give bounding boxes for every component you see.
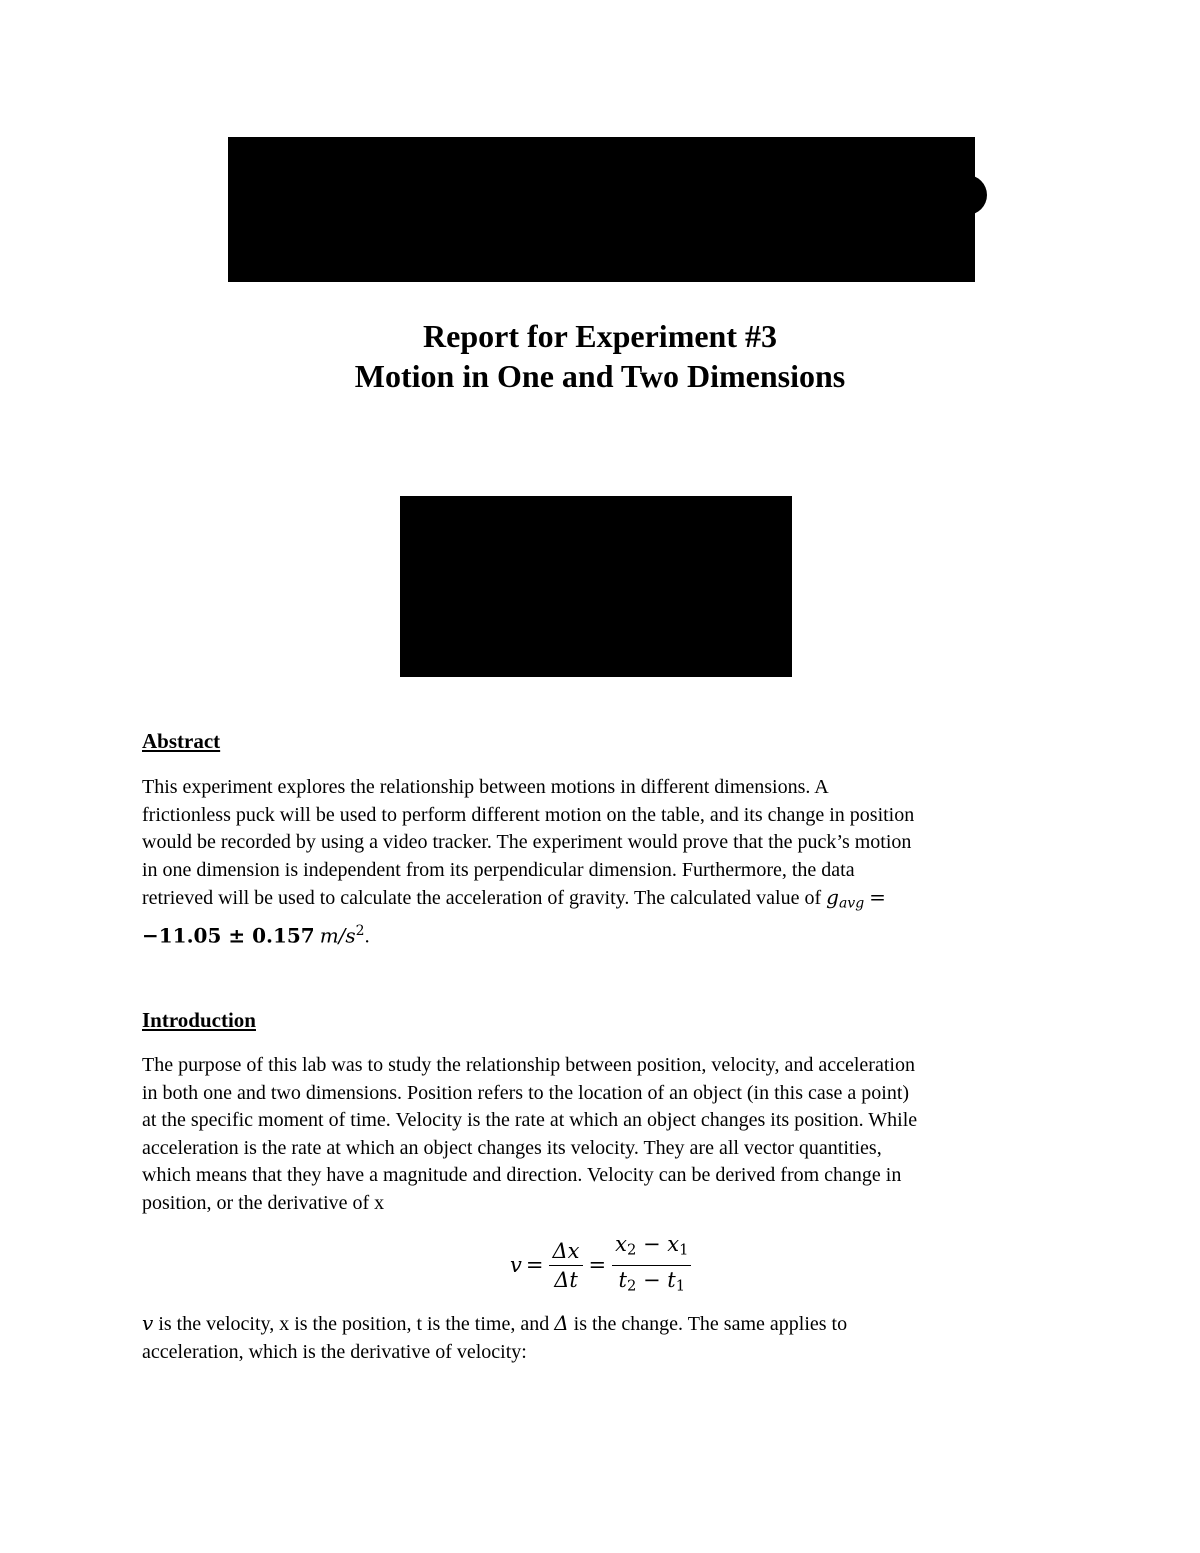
g-symbol: g <box>826 885 839 910</box>
eq-equals-1: = <box>525 1253 544 1277</box>
abstract-line: would be recorded by using a video tracker. The experiment would prove that the puck’s motion <box>142 831 912 854</box>
unit-exponent: 2 <box>355 923 365 940</box>
fraction-difference-numerator <box>612 1230 691 1266</box>
post-equation-paragraph <box>142 1310 1072 1366</box>
redacted-header-block <box>228 137 975 282</box>
gravity-value: −11.05 ± 0.157 <box>142 924 315 949</box>
document-title <box>0 316 1200 396</box>
eq-lhs: v <box>510 1253 522 1277</box>
title-line-1: Report for Experiment #3 <box>423 318 777 354</box>
delta-symbol: Δ <box>554 1311 569 1335</box>
intro-line: acceleration is the rate at which an object changes its velocity. They are all vector quantities, <box>142 1136 882 1159</box>
abstract-line: in one dimension is independent from its perpendicular dimension. Furthermore, the data <box>142 858 855 881</box>
g-subscript: avg <box>838 895 865 912</box>
velocity-equation <box>510 1233 693 1297</box>
introduction-heading: Introduction <box>142 1008 256 1032</box>
equals-sign: = <box>869 885 886 910</box>
minus-sign: − <box>636 1231 668 1256</box>
abstract-line: This experiment explores the relationship between motions in different dimensions. A <box>142 776 829 798</box>
x1-symbol: x <box>667 1231 680 1256</box>
fraction-delta <box>549 1237 582 1294</box>
fraction-delta-numerator: Δx <box>549 1237 582 1266</box>
post-eq-line <box>142 1310 1072 1339</box>
title-line-2: Motion in One and Two Dimensions <box>354 358 846 394</box>
t2-symbol: t <box>618 1267 627 1292</box>
fraction-delta-denominator: Δt <box>554 1267 578 1292</box>
t1-subscript: 1 <box>675 1277 686 1295</box>
abstract-line <box>142 918 1072 951</box>
x2-symbol: x <box>615 1231 627 1256</box>
post-eq-line: acceleration, which is the derivative of velocity: <box>142 1340 527 1363</box>
fraction-difference-denominator <box>616 1266 689 1301</box>
abstract-heading: Abstract <box>142 729 221 753</box>
eq-equals-2: = <box>588 1253 607 1277</box>
redacted-author-block <box>400 496 792 677</box>
abstract-line <box>142 884 1072 918</box>
post-eq-text: is the velocity, x is the position, t is the time, and <box>153 1313 555 1335</box>
abstract-line-text: retrieved will be used to calculate the acceleration of gravity. The calculated value of <box>142 887 827 910</box>
x1-subscript: 1 <box>679 1241 689 1259</box>
intro-line: which means that they have a magnitude and direction. Velocity can be derived from change in <box>142 1164 902 1187</box>
t2-subscript: 2 <box>626 1277 637 1295</box>
x2-subscript: 2 <box>626 1241 637 1259</box>
intro-line: in both one and two dimensions. Position refers to the location of an object (in this case a point) <box>142 1081 910 1104</box>
intro-line: position, or the derivative of x <box>142 1191 385 1214</box>
minus-sign: − <box>636 1267 668 1292</box>
gravity-unit: m/s <box>319 924 356 949</box>
introduction-paragraph <box>142 1052 1072 1218</box>
t1-symbol: t <box>667 1267 676 1292</box>
end-period: . <box>364 926 370 949</box>
abstract-paragraph <box>142 774 1072 952</box>
intro-line: at the specific moment of time. Velocity is the rate at which an object changes its position. While <box>142 1109 918 1132</box>
redacted-header-block-edge <box>965 175 987 215</box>
intro-line: The purpose of this lab was to study the relationship between position, velocity, and acceleration <box>142 1054 915 1076</box>
fraction-difference <box>612 1230 691 1300</box>
post-eq-text: is the change. The same applies to <box>568 1313 848 1335</box>
v-symbol: v <box>142 1311 154 1335</box>
abstract-line: frictionless puck will be used to perform different motion on the table, and its change in position <box>142 803 915 826</box>
